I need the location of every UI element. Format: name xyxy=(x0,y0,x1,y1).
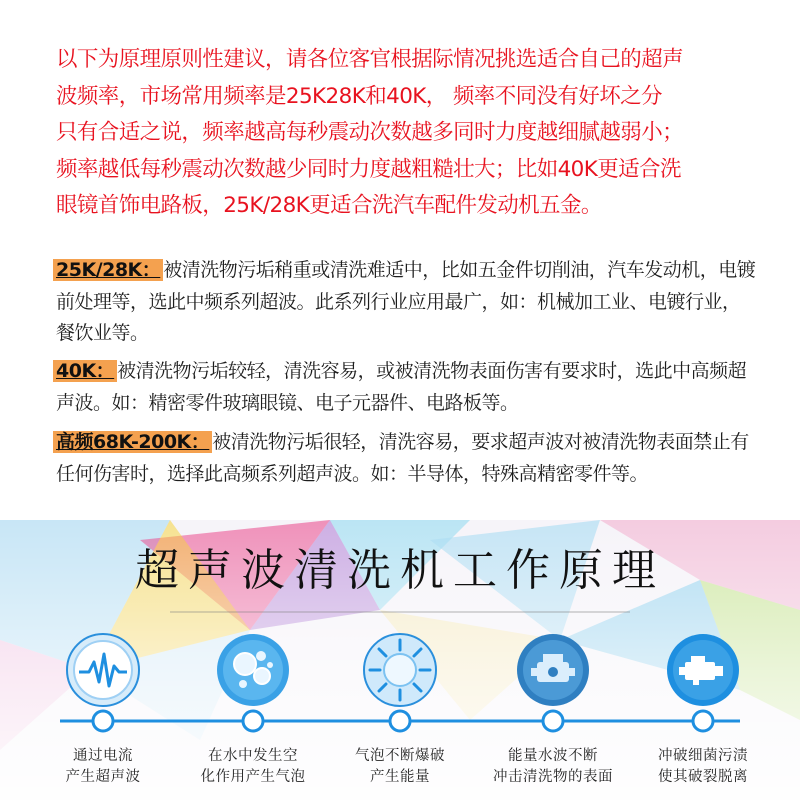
process-timeline xyxy=(0,706,800,736)
intro-paragraph: 以下为原理原则性建议，请各位客官根据际情况挑选适合自己的超声 波频率，市场常用频率是25K28K和40K， 频率不同没有好坏之分 只有合适之说，频率越高每秒震动次数越多同时力度越细腻越弱小； 频率越低每秒震动次数越少同时力度越粗糙壮大；比如40K更适合洗 眼镜首饰电路板，25K/28K更适合洗汽车配件发动机五金。 xyxy=(56,47,684,218)
frequency-description: 被清洗物污垢很轻，清洗容易，要求超声波对被清洗物表面禁止有任何伤害时，选择此高频系列超声波。如：半导体，特殊高精密零件等。 xyxy=(56,431,749,485)
bubbles-icon xyxy=(215,632,291,708)
timeline-node xyxy=(243,711,263,731)
step-label: 冲破细菌污渍 使其破裂脱离 xyxy=(658,748,748,785)
frequency-description: 被清洗物污垢稍重或清洗难适中，比如五金件切削油，汽车发动机，电镀前处理等，选此中频系列超波。此系列行业应用最广，如：机械加工业、电镀行业，餐饮业等。 xyxy=(56,259,756,344)
principle-banner xyxy=(0,520,800,800)
wave-icon xyxy=(65,632,141,708)
timeline-node xyxy=(543,711,563,731)
step-label: 能量水波不断 冲击清洗物的表面 xyxy=(493,748,613,785)
frequency-section-high xyxy=(56,427,756,490)
engine-part-icon xyxy=(515,632,591,708)
frequency-description: 被清洗物污垢较轻，清洗容易，或被清洗物表面伤害有要求时，选此中高频超声波。如：精密零件玻璃眼镜、电子元器件、电路板等。 xyxy=(56,360,747,414)
burst-bubble-icon xyxy=(362,632,438,708)
timeline-node xyxy=(390,711,410,731)
banner-title: 超声波清洗机工作原理 xyxy=(135,545,665,596)
step-label: 气泡不断爆破 产生能量 xyxy=(355,748,445,785)
frequency-tag: 40K： xyxy=(53,360,117,382)
frequency-tag: 高频68K-200K： xyxy=(53,431,212,453)
timeline-node xyxy=(93,711,113,731)
frequency-section-40k xyxy=(56,356,756,419)
step-label: 在水中发生空 化作用产生气泡 xyxy=(200,748,306,785)
timeline-node xyxy=(693,711,713,731)
engine-icon xyxy=(665,632,741,708)
frequency-tag: 25K/28K： xyxy=(53,259,163,281)
step-label: 通过电流 产生超声波 xyxy=(65,748,141,785)
frequency-section-25k xyxy=(56,255,756,350)
